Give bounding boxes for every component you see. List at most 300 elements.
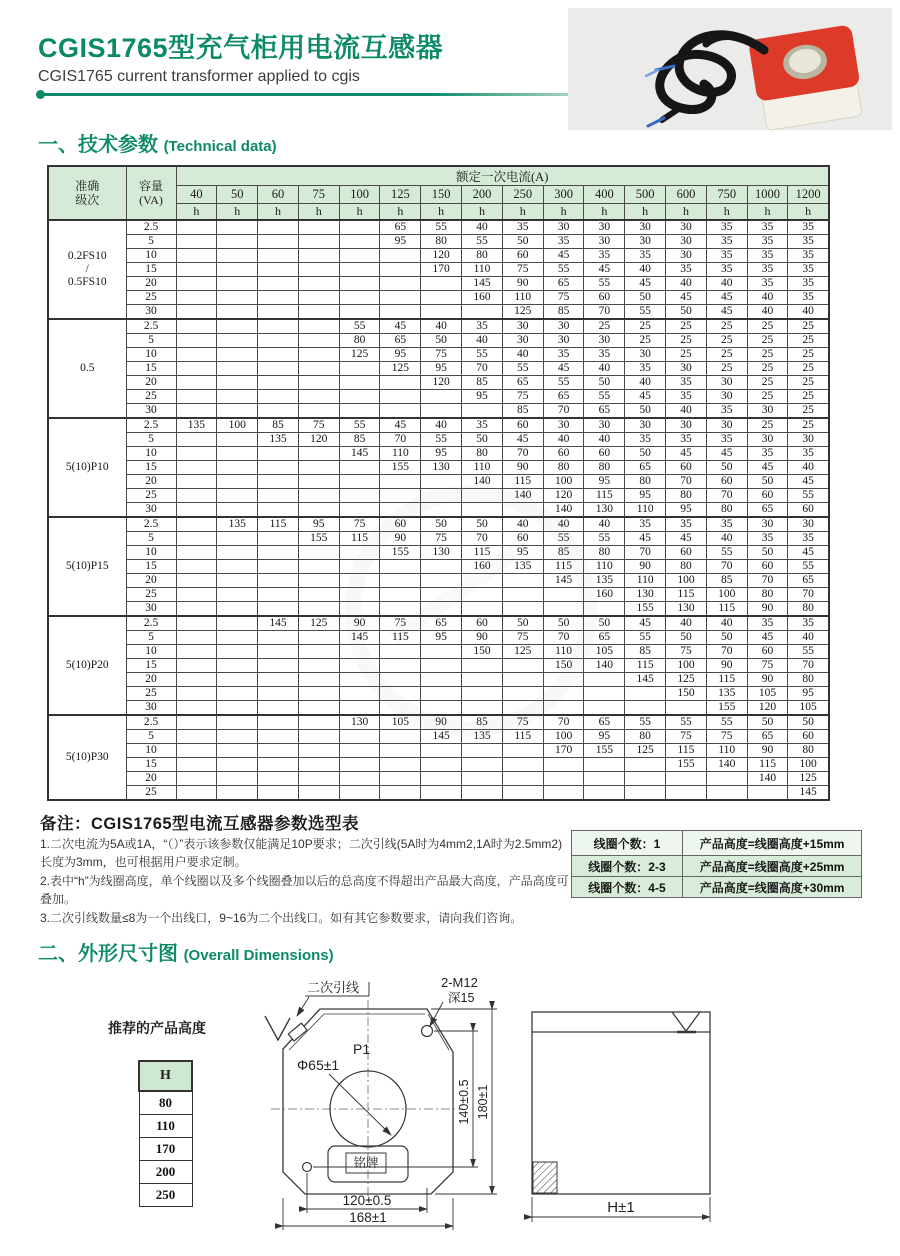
coil-height-cell (462, 489, 503, 503)
coil-height-cell: 80 (788, 744, 829, 758)
coil-height-cell: 35 (666, 376, 707, 390)
coil-height-cell (258, 730, 299, 744)
coil-height-cell (298, 715, 339, 730)
coil-height-cell: 80 (421, 235, 462, 249)
notes-row (40, 810, 862, 927)
coil-height-cell: 135 (502, 560, 543, 574)
coil-height-cell: 30 (666, 362, 707, 376)
coil-height-cell: 115 (666, 588, 707, 602)
coil-height-cell: 25 (788, 390, 829, 404)
coil-height-cell: 50 (462, 433, 503, 447)
coil-height-cell: 155 (380, 461, 421, 475)
coil-height-cell: 60 (584, 291, 625, 305)
coil-height-cell (258, 404, 299, 419)
note-item: 1.二次电流为5A或1A，“（）”表示该参数仅能满足10P要求；二次引线(5A时为4mm2,1A时为2.5mm2)长度为3mm，也可根据用户要求定制。 (40, 837, 563, 869)
coil-height-cell (217, 758, 258, 772)
coil-height-cell (339, 249, 380, 263)
coil-height-cell (584, 758, 625, 772)
coil-height-cell: 135 (584, 574, 625, 588)
coil-height-cell (258, 574, 299, 588)
coil-height-cell (380, 701, 421, 716)
coil-height-cell: 145 (339, 447, 380, 461)
coil-height-cell: 160 (462, 560, 503, 574)
section1-title-en: (Technical data) (163, 138, 277, 155)
coil-height-cell (502, 588, 543, 602)
coil-height-cell: 45 (625, 532, 666, 546)
accuracy-class-line: 0.5 (80, 362, 95, 374)
coil-height-cell (298, 588, 339, 602)
coil-height-cell: 40 (666, 616, 707, 631)
coil-height-cell (258, 772, 299, 786)
coil-height-cell: 30 (666, 235, 707, 249)
coil-height-cell: 70 (462, 532, 503, 546)
coil-height-cell (298, 701, 339, 716)
coil-height-cell: 25 (788, 404, 829, 419)
coil-height-cell (298, 319, 339, 334)
coil-table-row (571, 856, 861, 877)
coil-height-cell: 85 (625, 645, 666, 659)
hole-diameter-label: Φ65±1 (297, 1057, 340, 1073)
coil-height-cell (584, 701, 625, 716)
coil-height-cell: 45 (747, 631, 788, 645)
coil-height-cell (462, 574, 503, 588)
coil-height-cell (258, 659, 299, 673)
coil-height-cell: 90 (747, 602, 788, 617)
coil-height-cell: 45 (747, 461, 788, 475)
coil-height-cell (339, 362, 380, 376)
table-row (48, 772, 829, 786)
coil-height-cell (258, 305, 299, 320)
coil-height-cell (339, 546, 380, 560)
coil-height-cell: 30 (666, 220, 707, 235)
table-row (48, 220, 829, 235)
coil-height-cell (380, 645, 421, 659)
accuracy-class-line: 0.5FS10 (67, 276, 107, 288)
accuracy-class-header-line: 准确 (75, 179, 100, 193)
coil-height-cell: 25 (706, 319, 747, 334)
coil-height-cell: 65 (502, 376, 543, 390)
coil-height-cell: 80 (625, 475, 666, 489)
coil-height-cell: 60 (502, 418, 543, 433)
coil-height-cell (176, 687, 217, 701)
coil-height-cell (176, 659, 217, 673)
coil-height-cell (625, 786, 666, 801)
capacity-cell: 20 (126, 673, 176, 687)
capacity-cell: 10 (126, 249, 176, 263)
coil-height-cell: 95 (462, 390, 503, 404)
coil-height-cell: 35 (747, 532, 788, 546)
header-divider (42, 93, 594, 96)
coil-height-cell (339, 730, 380, 744)
table-row (48, 588, 829, 602)
coil-height-cell (176, 263, 217, 277)
capacity-cell: 15 (126, 560, 176, 574)
coil-height-cell (421, 291, 462, 305)
rated-current-header: 额定一次电流(A) (176, 166, 829, 186)
unit-header: h (176, 204, 217, 221)
coil-height-cell: 145 (625, 673, 666, 687)
coil-height-cell (380, 602, 421, 617)
coil-height-cell (298, 475, 339, 489)
coil-height-cell: 90 (706, 659, 747, 673)
coil-height-cell (462, 772, 503, 786)
coil-height-cell: 35 (747, 220, 788, 235)
coil-height-cell: 75 (339, 517, 380, 532)
coil-height-cell: 120 (543, 489, 584, 503)
table-row (48, 418, 829, 433)
coil-height-cell (421, 744, 462, 758)
coil-height-cell (298, 263, 339, 277)
capacity-cell: 5 (126, 235, 176, 249)
coil-height-cell: 30 (747, 404, 788, 419)
coil-height-cell: 30 (666, 249, 707, 263)
coil-height-cell: 45 (380, 319, 421, 334)
coil-height-cell (298, 291, 339, 305)
coil-height-cell (421, 404, 462, 419)
coil-height-cell: 35 (788, 249, 829, 263)
coil-height-cell: 50 (706, 461, 747, 475)
recommended-height-table (138, 1060, 193, 1207)
coil-height-cell: 55 (543, 376, 584, 390)
capacity-cell: 25 (126, 489, 176, 503)
current-column-header: 150 (421, 186, 462, 204)
table-row (48, 517, 829, 532)
capacity-cell: 5 (126, 433, 176, 447)
coil-height-cell: 70 (502, 447, 543, 461)
coil-height-cell: 70 (462, 362, 503, 376)
coil-height-cell: 95 (298, 517, 339, 532)
coil-height-cell (217, 673, 258, 687)
coil-height-cell: 75 (298, 418, 339, 433)
coil-height-cell: 85 (543, 546, 584, 560)
coil-height-cell (298, 659, 339, 673)
table-row (48, 447, 829, 461)
coil-height-cell: 115 (625, 659, 666, 673)
coil-height-cell: 125 (298, 616, 339, 631)
coil-height-cell: 160 (584, 588, 625, 602)
coil-height-cell (298, 744, 339, 758)
coil-height-cell: 35 (625, 433, 666, 447)
unit-header: h (788, 204, 829, 221)
coil-height-cell: 40 (421, 319, 462, 334)
height-formula-cell: 产品高度=线圈高度+30mm (683, 877, 862, 898)
coil-height-cell: 30 (543, 334, 584, 348)
coil-height-cell: 100 (666, 659, 707, 673)
coil-height-cell: 35 (747, 447, 788, 461)
current-column-header: 125 (380, 186, 421, 204)
coil-height-cell: 50 (625, 447, 666, 461)
coil-height-cell: 65 (584, 404, 625, 419)
coil-height-cell (217, 602, 258, 617)
coil-height-cell: 30 (625, 220, 666, 235)
lead-mark (265, 1016, 290, 1040)
capacity-cell: 20 (126, 772, 176, 786)
coil-height-cell (258, 334, 299, 348)
coil-height-cell (339, 461, 380, 475)
capacity-cell: 30 (126, 503, 176, 518)
coil-height-cell: 105 (788, 701, 829, 716)
coil-height-cell: 30 (625, 418, 666, 433)
coil-height-cell: 25 (788, 348, 829, 362)
coil-height-cell (339, 305, 380, 320)
coil-height-cell (217, 772, 258, 786)
table-row (48, 305, 829, 320)
coil-height-cell: 125 (380, 362, 421, 376)
coil-height-cell (217, 263, 258, 277)
coil-height-cell: 65 (421, 616, 462, 631)
coil-height-cell: 25 (584, 319, 625, 334)
capacity-cell: 30 (126, 305, 176, 320)
coil-height-cell: 160 (462, 291, 503, 305)
coil-height-cell: 25 (706, 362, 747, 376)
depth-label: 深15 (448, 991, 475, 1005)
coil-height-cell: 145 (543, 574, 584, 588)
coil-height-cell (217, 786, 258, 801)
page-title: CGIS1765型充气柜用电流互感器 (38, 33, 444, 63)
coil-height-cell: 90 (339, 616, 380, 631)
coil-height-cell: 85 (543, 305, 584, 320)
coil-height-cell (258, 461, 299, 475)
table-row (48, 291, 829, 305)
coil-height-cell: 140 (543, 503, 584, 518)
notes-block (40, 810, 571, 927)
coil-height-cell (217, 744, 258, 758)
notch-mark (672, 1012, 700, 1031)
coil-height-cell: 50 (625, 291, 666, 305)
coil-height-cell (339, 503, 380, 518)
capacity-cell: 25 (126, 786, 176, 801)
capacity-cell: 10 (126, 546, 176, 560)
coil-height-cell (217, 687, 258, 701)
coil-height-cell: 50 (462, 517, 503, 532)
table-row (48, 574, 829, 588)
capacity-cell: 30 (126, 404, 176, 419)
coil-height-cell (298, 503, 339, 518)
coil-height-cell: 85 (462, 715, 503, 730)
coil-height-cell (502, 673, 543, 687)
note-item: 3.二次引线数量≤8为一个出线口，9~16为二个出线口。如有其它参数要求，请向我们咨询。 (40, 911, 523, 925)
coil-height-cell: 35 (747, 616, 788, 631)
coil-height-cell: 25 (788, 334, 829, 348)
coil-height-cell: 100 (666, 574, 707, 588)
height-value-cell: 170 (139, 1138, 192, 1161)
capacity-cell: 25 (126, 588, 176, 602)
coil-height-cell (421, 645, 462, 659)
coil-height-cell: 50 (747, 546, 788, 560)
coil-height-cell (298, 546, 339, 560)
coil-height-cell (217, 235, 258, 249)
coil-height-cell (625, 701, 666, 716)
coil-height-cell: 70 (747, 574, 788, 588)
accuracy-class-cell (48, 418, 126, 517)
coil-height-cell (217, 319, 258, 334)
coil-height-cell: 55 (462, 235, 503, 249)
coil-height-cell (421, 574, 462, 588)
coil-height-cell: 35 (788, 532, 829, 546)
coil-height-cell: 90 (502, 461, 543, 475)
table-row (48, 546, 829, 560)
coil-height-cell: 95 (421, 362, 462, 376)
coil-height-cell (176, 772, 217, 786)
coil-height-cell: 25 (666, 348, 707, 362)
coil-height-cell (258, 673, 299, 687)
coil-height-cell: 35 (502, 220, 543, 235)
coil-height-cell: 155 (298, 532, 339, 546)
coil-height-cell (543, 588, 584, 602)
dim-180-label: 180±1 (476, 1084, 490, 1120)
coil-height-cell (380, 687, 421, 701)
coil-height-cell (176, 362, 217, 376)
coil-height-cell: 150 (543, 659, 584, 673)
coil-height-cell: 135 (258, 433, 299, 447)
coil-height-cell: 50 (421, 334, 462, 348)
coil-height-cell: 145 (258, 616, 299, 631)
current-column-header: 750 (706, 186, 747, 204)
coil-height-cell: 55 (584, 390, 625, 404)
coil-height-cell (339, 659, 380, 673)
coil-height-cell (176, 390, 217, 404)
coil-height-cell: 55 (788, 645, 829, 659)
coil-height-cell (258, 715, 299, 730)
coil-height-cell: 65 (584, 631, 625, 645)
coil-height-cell (421, 305, 462, 320)
coil-height-cell: 80 (788, 602, 829, 617)
coil-height-cell (421, 701, 462, 716)
coil-height-cell (298, 376, 339, 390)
coil-height-cell: 55 (421, 220, 462, 235)
coil-height-cell: 35 (462, 418, 503, 433)
coil-height-cell: 70 (543, 715, 584, 730)
coil-height-cell: 140 (502, 489, 543, 503)
coil-height-cell: 40 (462, 334, 503, 348)
coil-height-cell: 55 (706, 715, 747, 730)
coil-height-cell: 25 (747, 362, 788, 376)
coil-height-cell: 35 (747, 263, 788, 277)
capacity-cell: 15 (126, 362, 176, 376)
coil-height-cell: 25 (747, 348, 788, 362)
coil-height-cell (339, 489, 380, 503)
capacity-cell: 30 (126, 602, 176, 617)
coil-height-cell: 70 (543, 631, 584, 645)
coil-height-cell: 60 (788, 730, 829, 744)
coil-height-cell: 35 (625, 517, 666, 532)
unit-header: h (298, 204, 339, 221)
coil-height-cell: 40 (625, 376, 666, 390)
coil-height-cell: 75 (666, 645, 707, 659)
coil-height-cell: 90 (502, 277, 543, 291)
coil-height-cell: 95 (421, 631, 462, 645)
current-column-header: 100 (339, 186, 380, 204)
coil-height-cell (217, 574, 258, 588)
accuracy-class-cell (48, 715, 126, 800)
coil-height-cell (625, 687, 666, 701)
coil-height-cell (258, 475, 299, 489)
coil-height-cell: 80 (625, 730, 666, 744)
coil-height-cell (176, 404, 217, 419)
dim-140-label: 140±0.5 (457, 1079, 471, 1125)
accuracy-class-line: 5(10)P20 (65, 659, 109, 671)
coil-height-cell (339, 235, 380, 249)
coil-height-cell (176, 701, 217, 716)
coil-height-cell (258, 220, 299, 235)
coil-height-cell: 25 (666, 319, 707, 334)
coil-height-cell: 30 (706, 390, 747, 404)
coil-height-cell (298, 772, 339, 786)
coil-height-cell: 55 (788, 560, 829, 574)
coil-height-cell (706, 772, 747, 786)
coil-height-cell (462, 673, 503, 687)
coil-height-cell (217, 588, 258, 602)
coil-height-cell: 30 (584, 418, 625, 433)
accuracy-class-header-line: 级次 (75, 193, 100, 207)
accuracy-class-line: 5(10)P10 (65, 461, 109, 473)
coil-height-cell (502, 574, 543, 588)
coil-height-cell (176, 715, 217, 730)
coil-height-cell: 65 (543, 390, 584, 404)
coil-height-cell: 35 (788, 616, 829, 631)
coil-height-cell: 100 (543, 475, 584, 489)
coil-height-cell: 155 (706, 701, 747, 716)
coil-height-cell: 25 (747, 376, 788, 390)
coil-height-cell: 35 (788, 263, 829, 277)
coil-height-cell: 25 (706, 334, 747, 348)
coil-height-cell: 155 (584, 744, 625, 758)
coil-height-cell (462, 305, 503, 320)
m12-hole (422, 1026, 433, 1037)
capacity-cell: 2.5 (126, 220, 176, 235)
coil-height-cell: 130 (625, 588, 666, 602)
coil-height-cell: 35 (706, 433, 747, 447)
coil-height-cell (543, 687, 584, 701)
coil-height-cell: 30 (788, 517, 829, 532)
coil-height-cell: 95 (380, 348, 421, 362)
coil-height-cell: 25 (747, 390, 788, 404)
current-column-header: 60 (258, 186, 299, 204)
coil-height-cell: 115 (380, 631, 421, 645)
coil-height-cell (462, 404, 503, 419)
coil-height-cell: 105 (747, 687, 788, 701)
coil-height-cell: 100 (706, 588, 747, 602)
coil-height-cell: 40 (747, 305, 788, 320)
coil-height-cell (339, 645, 380, 659)
coil-height-cell: 135 (706, 687, 747, 701)
capacity-cell: 10 (126, 645, 176, 659)
coil-height-cell: 60 (747, 645, 788, 659)
coil-height-cell (176, 645, 217, 659)
coil-height-cell (176, 744, 217, 758)
coil-height-cell: 50 (502, 616, 543, 631)
coil-height-cell: 35 (666, 433, 707, 447)
coil-height-cell (217, 404, 258, 419)
coil-height-cell: 55 (502, 362, 543, 376)
note-item: 2.表中“h”为线圈高度，单个线圈以及多个线圈叠加以后的总高度不得超出产品最大高度，产品高度可叠加。 (40, 874, 569, 906)
coil-height-cell: 35 (788, 235, 829, 249)
coil-height-cell: 50 (625, 404, 666, 419)
coil-height-cell (339, 687, 380, 701)
coil-height-cell: 120 (421, 249, 462, 263)
current-column-header: 250 (502, 186, 543, 204)
coil-height-cell (176, 602, 217, 617)
coil-height-cell: 155 (666, 758, 707, 772)
coil-count-cell: 线圈个数：4-5 (571, 877, 683, 898)
coil-height-cell: 85 (502, 404, 543, 419)
coil-height-cell (502, 758, 543, 772)
coil-height-cell: 40 (502, 348, 543, 362)
table-row (48, 263, 829, 277)
coil-height-cell: 100 (543, 730, 584, 744)
coil-height-cell: 35 (666, 263, 707, 277)
coil-height-cell: 90 (625, 560, 666, 574)
